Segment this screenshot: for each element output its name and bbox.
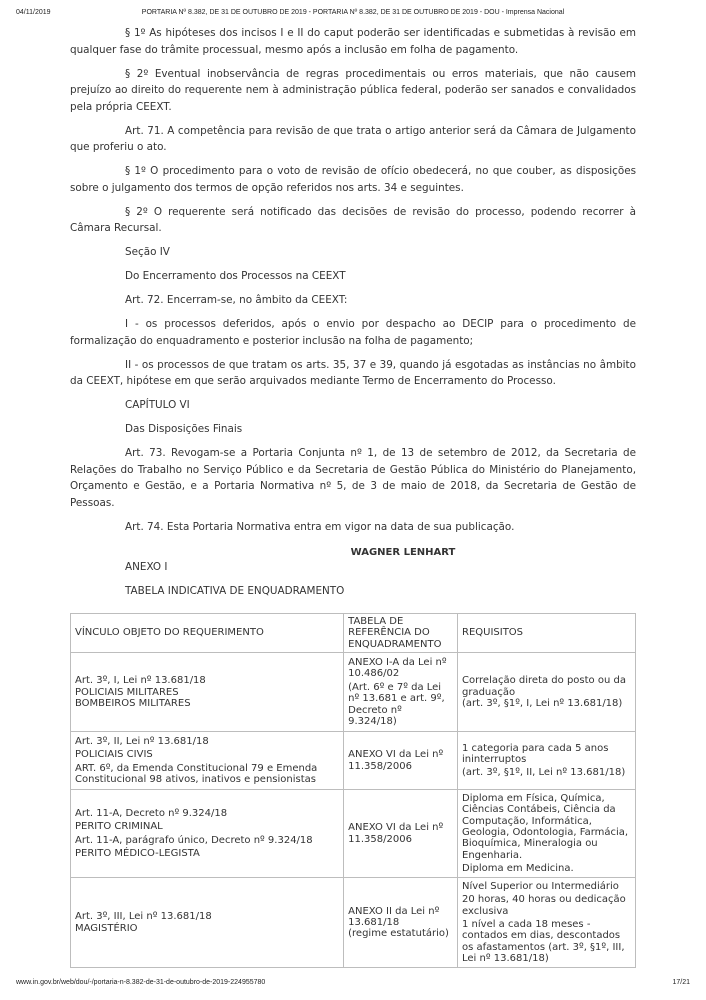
- cell-line: Diploma em Física, Química, Ciências Contábeis, Ciência da Computação, Informática, Geologia, Odontologia, Farmácia, Bioquímica, Mineralogia ou Engenharia.: [462, 792, 629, 861]
- cell-line: Diploma em Medicina.: [462, 863, 574, 875]
- table-title: TABELA INDICATIVA DE ENQUADRAMENTO: [125, 585, 345, 597]
- cell-tabela: [344, 732, 458, 790]
- cell-line: Correlação direta do posto ou da graduação: [462, 675, 626, 698]
- paragraph-art71-par2: § 2º O requerente será notificado das decisões de revisão do processo, podendo recorrer à Câmara Recursal.: [70, 205, 636, 234]
- paragraph-art73: Art. 73. Revogam-se a Portaria Conjunta nº 1, de 13 de setembro de 2012, da Secretaria de Relações do Trabalho no Serviço Público e da Secretaria de Gestão Pública do Ministério do Planejamento, Orçamento e Gestão, e a Portaria Normativa nº 5, de 3 de maio de 2018, da Secretaria de Gestão de Pessoas.: [70, 447, 636, 509]
- cell-line: MAGISTÉRIO: [75, 922, 138, 934]
- cell-line: Art. 11-A, Decreto nº 9.324/18: [75, 807, 228, 819]
- cell-line: (Art. 6º e 7º da Lei nº 13.681 e art. 9º, Decreto nº 9.324/18): [348, 681, 445, 728]
- column-header-requisitos: REQUISITOS: [458, 614, 636, 653]
- print-footer-url: www.in.gov.br/web/dou/-/portaria-n-8.382-de-31-de-outubro-de-2019-224955780: [16, 979, 266, 986]
- page-number: 17/21: [672, 979, 690, 986]
- enquadramento-table: [70, 613, 636, 968]
- chapter-heading: CAPÍTULO VI: [125, 399, 190, 411]
- annex-title: ANEXO I: [125, 561, 168, 573]
- cell-line: ANEXO VI da Lei nº 11.358/2006: [348, 822, 444, 845]
- cell-tabela: [344, 878, 458, 968]
- cell-requisitos: [458, 732, 636, 790]
- paragraph-art72-inciso2: II - os processos de que tratam os arts. 35, 37 e 39, quando já esgotadas as instâncias no âmbito da CEEXT, hipótese em que serão arquivados mediante Termo de Encerramento do Processo.: [70, 358, 636, 387]
- cell-line: 20 horas, 40 horas ou dedicação exclusiva: [462, 894, 626, 917]
- cell-tabela: [344, 790, 458, 878]
- cell-vinculo: [71, 732, 344, 790]
- cell-line: Art. 11-A, parágrafo único, Decreto nº 9.324/18: [75, 834, 313, 846]
- table-row: [71, 732, 636, 790]
- document-body: [70, 25, 636, 597]
- cell-line: Art. 3º, II, Lei nº 13.681/18: [75, 735, 209, 747]
- cell-line: (art. 3º, §1º, II, Lei nº 13.681/18): [462, 767, 626, 779]
- cell-line: ANEXO I-A da Lei nº 10.486/02: [348, 657, 447, 680]
- cell-line: 1 categoria para cada 5 anos ininterruptos: [462, 742, 609, 766]
- table-row: [71, 653, 636, 732]
- section-subtitle: Do Encerramento dos Processos na CEEXT: [125, 270, 346, 282]
- cell-line: ART. 6º, da Emenda Constitucional 79 e Emenda Constitucional 98 ativos, inativos e pensionistas: [75, 762, 318, 786]
- cell-vinculo: [71, 878, 344, 968]
- paragraph-art70-par2: § 2º Eventual inobservância de regras procedimentais ou erros materiais, que não causem prejuízo ao direito do requerente nem à administração pública federal, poderão ser sanados e convalidados pela própria CEEXT.: [70, 67, 636, 113]
- cell-vinculo: [71, 653, 344, 732]
- cell-line: PERITO MÉDICO-LEGISTA: [75, 848, 200, 860]
- cell-requisitos: [458, 878, 636, 968]
- section-heading: Seção IV: [125, 246, 170, 258]
- cell-line: (art. 3º, §1º, I, Lei nº 13.681/18): [462, 697, 623, 709]
- paragraph-art71-par1: § 1º O procedimento para o voto de revisão de ofício obedecerá, no que couber, as disposições sobre o julgamento dos termos de opção referidos nos arts. 34 e seguintes.: [70, 165, 636, 194]
- cell-line: Art. 3º, III, Lei nº 13.681/18: [75, 911, 212, 923]
- cell-line: PERITO CRIMINAL: [75, 821, 163, 833]
- table-row: [71, 790, 636, 878]
- cell-tabela: [344, 653, 458, 732]
- print-header-title: PORTARIA Nº 8.382, DE 31 DE OUTUBRO DE 2019 - PORTARIA Nº 8.382, DE 31 DE OUTUBRO DE 2019 - DOU - Imprensa Nacional: [141, 9, 565, 16]
- print-date: 04/11/2019: [16, 9, 51, 16]
- chapter-subtitle: Das Disposições Finais: [125, 423, 243, 435]
- cell-line: POLICIAIS MILITARES: [75, 686, 179, 698]
- cell-requisitos: [458, 653, 636, 732]
- cell-line: ANEXO II da Lei nº 13.681/18: [348, 905, 440, 929]
- paragraph-art70-par1: § 1º As hipóteses dos incisos I e II do caput poderão ser identificadas e submetidas à revisão em qualquer fase do trâmite processual, mesmo após a inclusão em folha de pagamento.: [70, 27, 636, 56]
- signature: WAGNER LENHART: [350, 547, 456, 558]
- cell-line: Nível Superior ou Intermediário: [462, 880, 619, 892]
- cell-line: POLICIAIS CIVIS: [75, 749, 153, 761]
- column-header-vinculo: VÍNCULO OBJETO DO REQUERIMENTO: [71, 614, 344, 653]
- paragraph-art72-inciso1: I - os processos deferidos, após o envio por despacho ao DECIP para o procedimento de formalização do enquadramento e posterior inclusão na folha de pagamento;: [70, 318, 636, 347]
- cell-requisitos: [458, 790, 636, 878]
- paragraph-art71: Art. 71. A competência para revisão de que trata o artigo anterior será da Câmara de Julgamento que proferiu o ato.: [70, 124, 636, 153]
- cell-line: 1 nível a cada 18 meses - contados em dias, descontados os afastamentos (art. 3º, §1º, III, Lei nº 13.681/18): [462, 919, 625, 965]
- cell-vinculo: [71, 790, 344, 878]
- column-header-tabela: TABELA DE REFERÊNCIA DO ENQUADRAMENTO: [344, 614, 458, 653]
- cell-line: BOMBEIROS MILITARES: [75, 697, 191, 709]
- table-header-row: [71, 614, 636, 653]
- cell-line: (regime estatutário): [348, 928, 449, 940]
- cell-line: Art. 3º, I, Lei nº 13.681/18: [75, 675, 206, 687]
- paragraph-art72: Art. 72. Encerram-se, no âmbito da CEEXT:: [125, 294, 348, 306]
- table-row: [71, 878, 636, 968]
- cell-line: ANEXO VI da Lei nº 11.358/2006: [348, 749, 444, 772]
- paragraph-art74: Art. 74. Esta Portaria Normativa entra em vigor na data de sua publicação.: [125, 520, 515, 533]
